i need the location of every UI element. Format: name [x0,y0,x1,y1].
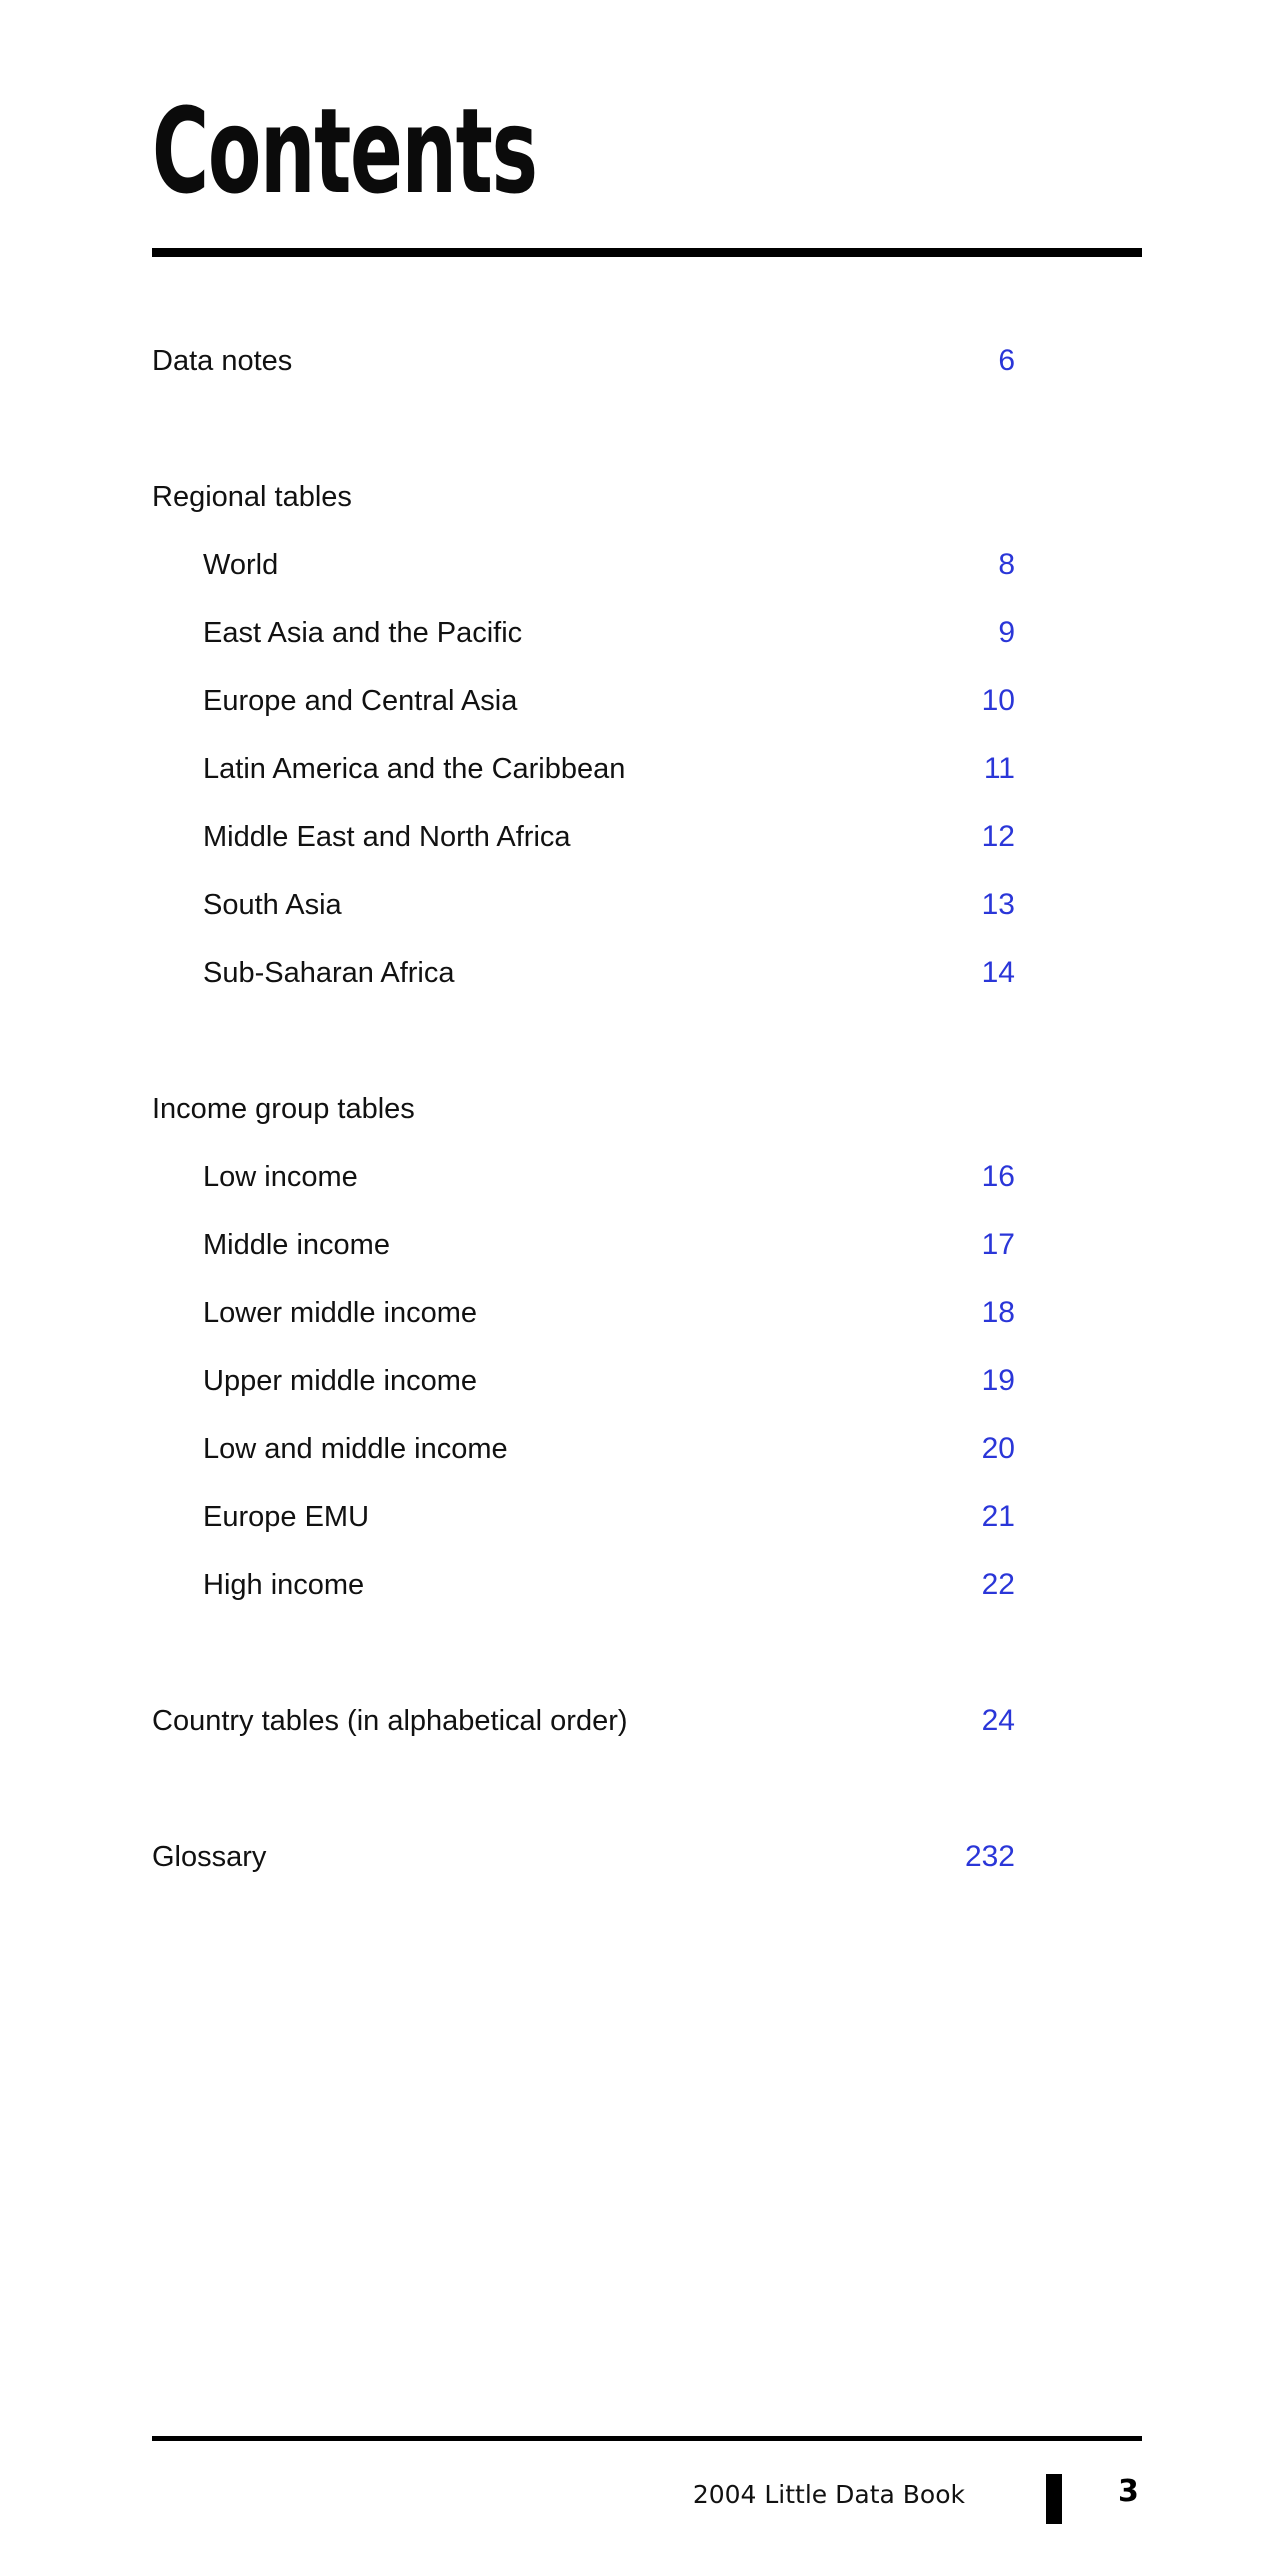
toc-entry-label: Low income [203,1161,358,1193]
toc-entry-page-link[interactable]: 18 [981,1296,1015,1329]
footer-page-number: 3 [1118,2474,1139,2509]
toc-entry-middle-income[interactable] [0,1225,1275,1265]
toc-entry-lower-middle-income[interactable] [0,1293,1275,1333]
toc-entry-label: Glossary [152,1841,267,1873]
toc-entry-glossary[interactable] [0,1837,1275,1877]
toc-entry-europe-central-asia[interactable] [0,681,1275,721]
toc-entry-middle-east-north-africa[interactable] [0,817,1275,857]
toc-entry-high-income[interactable] [0,1565,1275,1605]
toc-entry-world[interactable] [0,545,1275,585]
toc-entry-east-asia-pacific[interactable] [0,613,1275,653]
toc-entry-page-link[interactable]: 19 [981,1364,1015,1397]
toc-entry-label: Lower middle income [203,1297,478,1329]
toc-entry-label: High income [203,1569,365,1601]
toc-entry-label: Europe EMU [203,1501,370,1533]
toc-entry-page-link[interactable]: 21 [981,1500,1015,1533]
footer-book-title: 2004 Little Data Book [692,2480,965,2509]
toc-entry-page-link[interactable]: 17 [981,1228,1015,1261]
toc-entry-page-link[interactable]: 8 [998,548,1015,581]
toc-entry-label: Data notes [152,345,293,377]
toc-entry-latin-america-caribbean[interactable] [0,749,1275,789]
toc-entry-label: Upper middle income [203,1365,478,1397]
toc-entry-label: Country tables (in alphabetical order) [152,1705,628,1737]
toc-entry-label: East Asia and the Pacific [203,617,523,649]
toc-entry-label: Sub-Saharan Africa [203,957,455,989]
toc-entry-country-tables[interactable] [0,1701,1275,1741]
toc-entry-page-link[interactable]: 16 [981,1160,1015,1193]
toc-entry-page-link[interactable]: 10 [981,684,1015,717]
toc-section-heading: Income group tables [152,1093,415,1125]
title-divider [152,248,1142,257]
toc-section-regional-tables [0,477,1275,517]
toc-entry-page-link[interactable]: 232 [964,1840,1015,1873]
toc-entry-data-notes[interactable] [0,341,1275,381]
toc-section-income-group-tables [0,1089,1275,1129]
footer-divider [152,2436,1142,2441]
toc-section-heading: Regional tables [152,481,352,513]
toc-entry-page-link[interactable]: 11 [983,752,1015,785]
toc-entry-label: World [203,549,279,581]
toc-entry-label: South Asia [203,889,342,921]
toc-entry-page-link[interactable]: 12 [981,820,1015,853]
toc-entry-label: Middle East and North Africa [203,821,571,853]
toc-entry-page-link[interactable]: 9 [998,616,1015,649]
toc-entry-page-link[interactable]: 22 [981,1568,1015,1601]
toc-entry-page-link[interactable]: 24 [981,1704,1015,1737]
toc-entry-page-link[interactable]: 14 [981,956,1015,989]
page-title: Contents [152,82,537,220]
toc-entry-low-and-middle-income[interactable] [0,1429,1275,1469]
toc-entry-page-link[interactable]: 20 [981,1432,1015,1465]
toc-entry-label: Middle income [203,1229,390,1261]
toc-entry-south-asia[interactable] [0,885,1275,925]
toc-entry-page-link[interactable]: 13 [981,888,1015,921]
toc-entry-label: Europe and Central Asia [203,685,518,717]
footer-marker-bar [1046,2474,1062,2524]
toc-entry-label: Latin America and the Caribbean [203,753,626,785]
toc-entry-europe-emu[interactable] [0,1497,1275,1537]
toc-entry-upper-middle-income[interactable] [0,1361,1275,1401]
toc-entry-sub-saharan-africa[interactable] [0,953,1275,993]
toc-entry-page-link[interactable]: 6 [998,344,1015,377]
toc-entry-low-income[interactable] [0,1157,1275,1197]
toc-entry-label: Low and middle income [203,1433,508,1465]
